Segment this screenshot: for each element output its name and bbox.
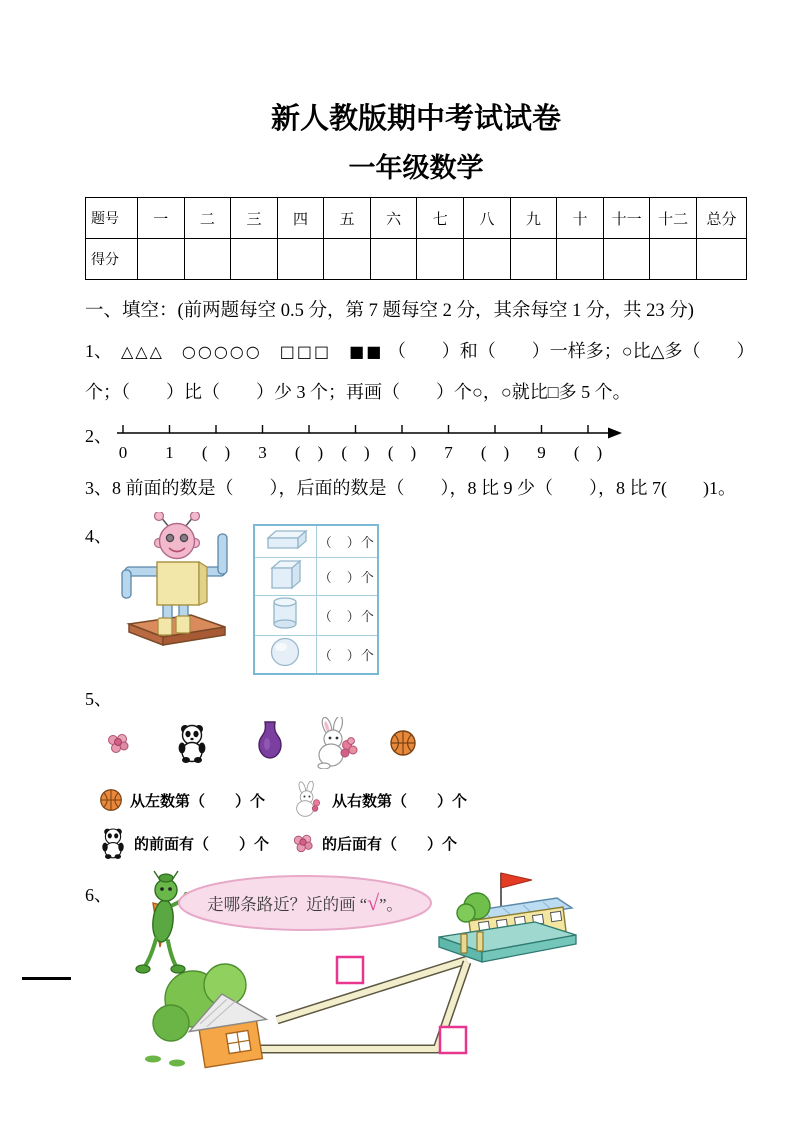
grass [145, 1056, 161, 1063]
q1-text: （ ）和（ ）一样多；○比△多（ ）个；（ ）比（ ）少 3 个；再画（ ）个○，○就比□多 5 个。 [85, 341, 746, 402]
score-cell [231, 239, 278, 280]
clause-text: 的前面有（ ）个 [134, 836, 270, 853]
page-title: 新人教版期中考试试卷 [270, 103, 561, 135]
cube-icon [263, 558, 307, 590]
score-cell [697, 239, 747, 280]
clause-behind [291, 827, 747, 859]
robot-antenna [155, 512, 164, 521]
number-line-labels [119, 443, 602, 462]
robot-foot [176, 616, 190, 633]
robot-head [160, 524, 195, 559]
question-1 [85, 331, 747, 412]
q3-number: 3、 [85, 478, 112, 498]
tick-label: 1 [165, 443, 174, 462]
score-cell [464, 239, 511, 280]
robot-figure [113, 512, 239, 650]
speech-bubble [179, 876, 431, 930]
basketball-icon [389, 729, 417, 757]
count-blank: （ ）个 [318, 608, 375, 624]
score-col-header: 四 [277, 198, 324, 239]
vase-icon [255, 720, 285, 766]
tick-label: ( ) [480, 443, 510, 462]
question-3 [85, 468, 747, 508]
count-blank: （ ）个 [318, 569, 375, 585]
score-col-header: 十一 [603, 198, 650, 239]
robot-eye [166, 534, 173, 541]
grass [169, 1060, 185, 1067]
clause-text: 从左数第（ ）个 [130, 793, 266, 810]
rabbit-icon [291, 781, 325, 819]
score-col-header: 七 [417, 198, 464, 239]
score-col-header: 总分 [697, 198, 747, 239]
flower-icon [105, 731, 131, 755]
score-table-corner: 题号 [86, 198, 138, 239]
exam-page [85, 0, 747, 1093]
score-row-label: 得分 [86, 239, 138, 280]
tick-label: 9 [537, 443, 546, 462]
table-row [254, 636, 378, 675]
gate-pillar [477, 932, 483, 951]
q2-number: 2、 [85, 426, 112, 446]
robot-eye [180, 534, 187, 541]
count-blank: （ ）个 [318, 534, 375, 550]
cylinder-icon [263, 596, 307, 630]
shape-count-table [253, 524, 379, 675]
score-cell [510, 239, 557, 280]
q3-text: 8 前面的数是（ ），后面的数是（ ），8 比 9 少（ ），8 比 7( )1。 [112, 478, 736, 498]
clause-from-left [99, 781, 291, 819]
q5-number: 5、 [85, 689, 112, 709]
cuboid-icon [262, 526, 308, 552]
robot-foot [158, 618, 172, 635]
score-col-header: 九 [510, 198, 557, 239]
tick-label: ( ) [201, 443, 231, 462]
score-table-score-row [86, 239, 747, 280]
table-row [254, 525, 378, 558]
red-flag [501, 873, 532, 888]
tick-label: ( ) [294, 443, 324, 462]
question-5 [85, 685, 747, 859]
question-6 [85, 867, 747, 1093]
question-4 [85, 512, 747, 675]
school-window [550, 911, 561, 921]
path-scene [115, 867, 577, 1093]
score-cell [557, 239, 604, 280]
table-row [254, 558, 378, 596]
direct-path [277, 960, 467, 1020]
score-cell [650, 239, 697, 280]
score-col-header: 八 [464, 198, 511, 239]
tick-label: 3 [258, 443, 267, 462]
q1-number: 1、 [85, 341, 103, 361]
score-cell [324, 239, 371, 280]
rabbit-icon [311, 717, 359, 769]
clause-from-right [291, 781, 747, 819]
q1-shape-sequence: △△△ ○○○○○ □□□ ■■ [121, 342, 384, 361]
tick-label: 7 [444, 443, 453, 462]
number-line [113, 416, 633, 468]
flower-icon [291, 832, 315, 854]
question-2 [85, 416, 747, 468]
answer-box-1[interactable] [337, 957, 363, 983]
robot-antenna [191, 512, 200, 521]
score-col-header: 六 [370, 198, 417, 239]
basketball-icon [99, 788, 123, 812]
score-cell [370, 239, 417, 280]
robot-body [157, 562, 199, 605]
tree [153, 1005, 189, 1041]
table-row [254, 596, 378, 636]
tick-label: ( ) [387, 443, 417, 462]
q6-number: 6、 [85, 885, 112, 905]
tick-label: 0 [118, 443, 128, 462]
score-cell [277, 239, 324, 280]
gate-pillar [461, 934, 467, 953]
bubble-text: 走哪条路近？近的画 “√”。 [207, 890, 403, 915]
score-col-header: 五 [324, 198, 371, 239]
clause-text: 从右数第（ ）个 [332, 793, 468, 810]
score-cell [417, 239, 464, 280]
score-table [85, 197, 747, 280]
q5-object-row [101, 713, 747, 773]
score-col-header: 十 [557, 198, 604, 239]
score-col-header: 十二 [650, 198, 697, 239]
tick-label: ( ) [573, 443, 603, 462]
check-mark: √ [367, 890, 380, 915]
school-with-flag [439, 873, 576, 962]
clause-in-front-of [99, 827, 291, 859]
tick-label: ( ) [341, 443, 370, 462]
panda-icon [99, 827, 127, 859]
clause-text: 的后面有（ ）个 [322, 836, 458, 853]
score-col-header: 二 [184, 198, 231, 239]
score-col-header: 三 [231, 198, 278, 239]
page-subtitle: 一年级数学 [348, 153, 484, 183]
score-cell [184, 239, 231, 280]
number-line-arrow [608, 428, 622, 439]
score-cell [603, 239, 650, 280]
answer-box-2[interactable] [440, 1027, 466, 1053]
score-col-header: 一 [138, 198, 185, 239]
score-table-header-row [86, 198, 747, 239]
count-blank: （ ）个 [318, 647, 375, 663]
house-with-trees [145, 964, 272, 1069]
grasshopper-character [136, 871, 186, 973]
q5-clauses [99, 781, 747, 859]
margin-line [22, 977, 71, 980]
score-cell [138, 239, 185, 280]
panda-icon [175, 723, 209, 763]
section-one-heading: 一、填空：(前两题每空 0.5 分，第 7 题每空 2 分，其余每空 1 分，共 23 分) [85, 301, 694, 321]
sphere-icon [263, 636, 307, 668]
q4-number: 4、 [85, 526, 112, 546]
